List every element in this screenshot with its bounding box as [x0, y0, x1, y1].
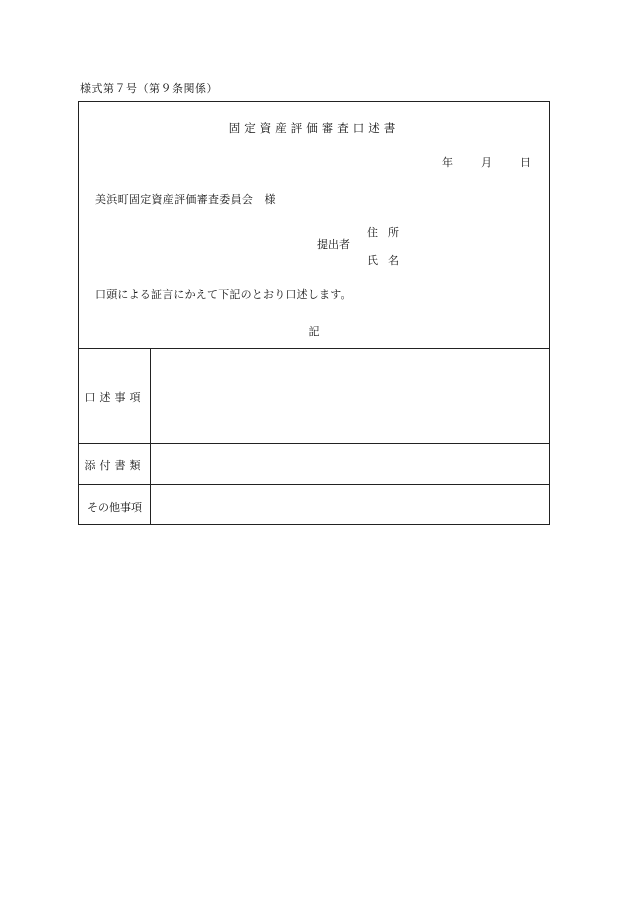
- form-number: 様式第７号（第９条関係）: [80, 82, 218, 95]
- date-day-label[interactable]: 日: [520, 156, 531, 169]
- addressee: 美浜町固定資産評価審査委員会 様: [95, 193, 276, 206]
- statement-text: 口頭による証言にかえて下記のとおり口述します。: [95, 288, 352, 301]
- form-title: 固定資産評価審査口述書: [228, 121, 400, 135]
- attachments-field[interactable]: [151, 444, 549, 484]
- date-line: [442, 154, 531, 170]
- row-label-other-matters: その他事項: [87, 501, 142, 514]
- ki-heading: 記: [308, 325, 320, 338]
- date-month-label[interactable]: 月: [481, 156, 492, 169]
- date-year-label[interactable]: 年: [442, 156, 453, 169]
- name-label: 氏名: [367, 254, 409, 267]
- row-label-oral-matters: 口述事項: [84, 391, 145, 404]
- row-label-attachments: 添付書類: [84, 459, 145, 472]
- other-matters-field[interactable]: [151, 485, 549, 525]
- oral-matters-field[interactable]: [151, 349, 549, 443]
- oral-statement-form: [78, 101, 550, 525]
- address-label: 住所: [367, 226, 409, 239]
- submitter-label: 提出者: [317, 238, 350, 251]
